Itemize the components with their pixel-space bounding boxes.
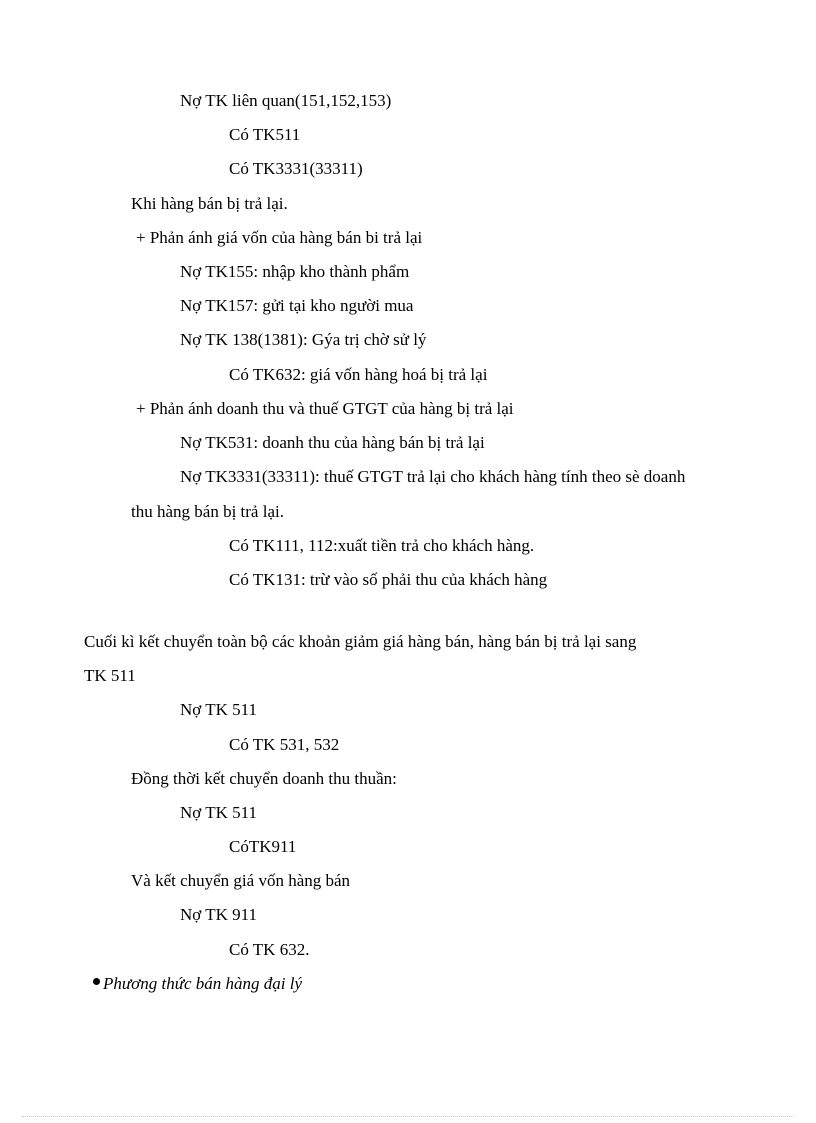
entry-debit-tk911: Nợ TK 911 xyxy=(180,905,257,924)
entry-debit-tk138: Nợ TK 138(1381): Gýa trị chờ sử lý xyxy=(180,330,427,349)
entry-credit-tk632-b: Có TK 632. xyxy=(229,940,310,959)
entry-debit-tk155: Nợ TK155: nhập kho thành phẩm xyxy=(180,262,410,281)
entry-debit-tk3331: Nợ TK3331(33311): thuế GTGT trả lại cho khách hàng tính theo sè doanh xyxy=(180,467,686,486)
entry-debit-related-accounts: Nợ TK liên quan(151,152,153) xyxy=(180,91,392,110)
paragraph-cost-transfer: Và kết chuyển giá vốn hàng bán xyxy=(131,871,351,890)
footer-dotted-rule xyxy=(22,1116,794,1117)
entry-credit-tk531-532: Có TK 531, 532 xyxy=(229,735,340,754)
entry-debit-tk3331-continued: thu hàng bán bị trả lại. xyxy=(131,502,284,521)
entry-credit-tk911: CóTK911 xyxy=(229,837,297,856)
entry-debit-tk511-b: Nợ TK 511 xyxy=(180,803,257,822)
entry-debit-tk157: Nợ TK157: gửi tại kho người mua xyxy=(180,296,414,315)
paragraph-period-end-transfer: Cuối kì kết chuyển toàn bộ các khoản giảm giá hàng bán, hàng bán bị trả lại sang xyxy=(84,632,637,651)
bullet-agency-sales-method xyxy=(93,974,302,994)
subsection-revenue-and-vat: + Phản ánh doanh thu và thuế GTGT của hàng bị trả lại xyxy=(136,399,514,418)
entry-credit-tk632: Có TK632: giá vốn hàng hoá bị trả lại xyxy=(229,365,488,384)
entry-debit-tk511-a: Nợ TK 511 xyxy=(180,700,257,719)
subsection-cost-of-returned-goods: + Phản ánh giá vốn của hàng bán bi trả lại xyxy=(136,228,423,247)
entry-credit-tk131: Có TK131: trừ vào số phải thu của khách hàng xyxy=(229,570,548,589)
bullet-icon xyxy=(93,978,100,985)
entry-debit-tk531: Nợ TK531: doanh thu của hàng bán bị trả lại xyxy=(180,433,485,452)
paragraph-net-revenue-transfer: Đồng thời kết chuyển doanh thu thuần: xyxy=(131,769,397,788)
bullet-agency-sales-label: Phương thức bán hàng đại lý xyxy=(103,974,303,993)
section-returned-goods: Khi hàng bán bị trả lại. xyxy=(131,194,288,213)
entry-credit-tk3331: Có TK3331(33311) xyxy=(229,159,363,178)
paragraph-period-end-transfer-continued: TK 511 xyxy=(84,666,136,685)
entry-credit-tk111-112: Có TK111, 112:xuất tiền trả cho khách hàng. xyxy=(229,536,535,555)
entry-credit-tk511: Có TK511 xyxy=(229,125,301,144)
